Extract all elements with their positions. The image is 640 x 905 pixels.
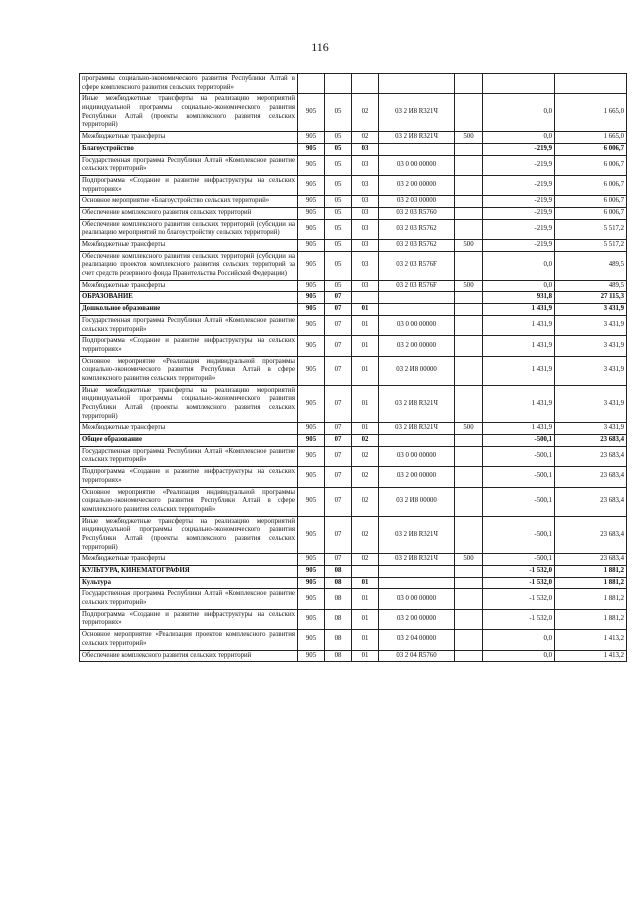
section-code-cell: 07 <box>325 554 352 566</box>
row-name-cell: Обеспечение комплексного развития сельских территорий <box>80 207 298 219</box>
table-row <box>80 94 627 132</box>
section-code-cell: 08 <box>325 609 352 629</box>
expense-type-cell <box>455 74 483 94</box>
grbs-code-cell: 905 <box>298 446 325 466</box>
expense-type-cell <box>455 356 483 385</box>
table-row <box>80 74 627 94</box>
row-name-cell: Обеспечение комплексного развития сельских территорий (субсидии на реализацию проектов комплексного развития сельских территорий за счет средств резервного фонда Правительства Российской Федерации) <box>80 251 298 280</box>
amount-change-cell: -1 532,0 <box>483 589 555 609</box>
amount-total-cell: 3 431,9 <box>555 315 627 335</box>
table-row <box>80 132 627 144</box>
grbs-code-cell: 905 <box>298 609 325 629</box>
amount-total-cell: 1 881,2 <box>555 577 627 589</box>
expense-type-cell <box>455 219 483 239</box>
expense-type-cell <box>455 196 483 208</box>
subsection-code-cell: 02 <box>352 467 379 487</box>
amount-total-cell: 23 683,4 <box>555 467 627 487</box>
subsection-code-cell: 03 <box>352 143 379 155</box>
subsection-code-cell: 01 <box>352 385 379 423</box>
amount-total-cell: 1 665,0 <box>555 132 627 144</box>
row-name-cell: Иные межбюджетные трансферты на реализацию мероприятий индивидуальной программы социально-экономического развития Республики Алтай (проекты комплексного развития сельских территорий) <box>80 94 298 132</box>
subsection-code-cell: 02 <box>352 516 379 554</box>
expense-type-cell <box>455 315 483 335</box>
row-name-cell: Подпрограмма «Создание и развитие инфраструктуры на сельских территориях» <box>80 467 298 487</box>
section-code-cell: 08 <box>325 566 352 578</box>
table-row <box>80 487 627 516</box>
grbs-code-cell: 905 <box>298 423 325 435</box>
amount-total-cell: 6 006,7 <box>555 155 627 175</box>
section-code-cell: 07 <box>325 487 352 516</box>
section-code-cell: 05 <box>325 240 352 252</box>
amount-total-cell <box>555 74 627 94</box>
target-article-cell: 03 2 И8 00000 <box>379 487 455 516</box>
amount-total-cell: 1 665,0 <box>555 94 627 132</box>
amount-change-cell: -1 532,0 <box>483 566 555 578</box>
expense-type-cell: 500 <box>455 240 483 252</box>
amount-total-cell: 23 683,4 <box>555 516 627 554</box>
row-name-cell: программы социально-экономического развития Республики Алтай в сфере комплексного развития сельских территорий» <box>80 74 298 94</box>
grbs-code-cell: 905 <box>298 292 325 304</box>
expense-type-cell <box>455 143 483 155</box>
table-row <box>80 609 627 629</box>
amount-change-cell: 0,0 <box>483 251 555 280</box>
amount-total-cell: 3 431,9 <box>555 423 627 435</box>
amount-change-cell: -219,9 <box>483 196 555 208</box>
target-article-cell: 03 0 00 00000 <box>379 589 455 609</box>
amount-total-cell: 23 683,4 <box>555 487 627 516</box>
table-row <box>80 446 627 466</box>
subsection-code-cell: 01 <box>352 650 379 662</box>
target-article-cell <box>379 292 455 304</box>
row-name-cell: Иные межбюджетные трансферты на реализацию мероприятий индивидуальной программы социально-экономического развития Республики Алтай (проекты комплексного развития сельских территорий) <box>80 385 298 423</box>
target-article-cell: 03 0 00 00000 <box>379 315 455 335</box>
row-name-cell: Основное мероприятие «Реализация индивидуальной программы социально-экономического развития Республики Алтай в сфере комплексного развития сельских территорий» <box>80 356 298 385</box>
target-article-cell: 03 0 00 00000 <box>379 155 455 175</box>
grbs-code-cell: 905 <box>298 487 325 516</box>
expense-type-cell <box>455 175 483 195</box>
subsection-code-cell: 02 <box>352 435 379 447</box>
section-code-cell: 07 <box>325 435 352 447</box>
amount-total-cell: 3 431,9 <box>555 356 627 385</box>
amount-total-cell: 6 006,7 <box>555 196 627 208</box>
section-code-cell: 05 <box>325 219 352 239</box>
amount-change-cell: 0,0 <box>483 132 555 144</box>
target-article-cell: 03 2 И8 R321Ч <box>379 516 455 554</box>
table-row <box>80 630 627 650</box>
amount-total-cell: 1 413,2 <box>555 650 627 662</box>
amount-change-cell: -219,9 <box>483 207 555 219</box>
subsection-code-cell: 01 <box>352 589 379 609</box>
amount-change-cell: -500,1 <box>483 487 555 516</box>
grbs-code-cell: 905 <box>298 566 325 578</box>
subsection-code-cell: 01 <box>352 423 379 435</box>
amount-change-cell: -1 532,0 <box>483 577 555 589</box>
target-article-cell: 03 2 03 R576F <box>379 251 455 280</box>
target-article-cell: 03 2 04 R5760 <box>379 650 455 662</box>
section-code-cell: 08 <box>325 577 352 589</box>
row-name-cell: Обеспечение комплексного развития сельских территорий (субсидии на реализацию мероприятий по благоустройству сельских территорий) <box>80 219 298 239</box>
section-code-cell: 05 <box>325 280 352 292</box>
table-row <box>80 315 627 335</box>
amount-change-cell: 1 431,9 <box>483 315 555 335</box>
expense-type-cell <box>455 336 483 356</box>
row-name-cell: Дошкольное образование <box>80 304 298 316</box>
amount-change-cell: 931,8 <box>483 292 555 304</box>
row-name-cell: Обеспечение комплексного развития сельских территорий <box>80 650 298 662</box>
amount-change-cell: 0,0 <box>483 630 555 650</box>
target-article-cell: 03 0 00 00000 <box>379 446 455 466</box>
subsection-code-cell: 03 <box>352 175 379 195</box>
amount-total-cell: 489,5 <box>555 280 627 292</box>
table-row <box>80 292 627 304</box>
grbs-code-cell: 905 <box>298 143 325 155</box>
table-row <box>80 240 627 252</box>
row-name-cell: ОБРАЗОВАНИЕ <box>80 292 298 304</box>
subsection-code-cell: 02 <box>352 94 379 132</box>
table-row <box>80 336 627 356</box>
expense-type-cell <box>455 577 483 589</box>
amount-total-cell: 6 006,7 <box>555 207 627 219</box>
section-code-cell: 07 <box>325 315 352 335</box>
target-article-cell <box>379 143 455 155</box>
row-name-cell: Подпрограмма «Создание и развитие инфраструктуры на сельских территориях» <box>80 336 298 356</box>
amount-total-cell: 23 683,4 <box>555 554 627 566</box>
subsection-code-cell <box>352 292 379 304</box>
row-name-cell: Государственная программа Республики Алтай «Комплексное развитие сельских территорий» <box>80 315 298 335</box>
table-row <box>80 577 627 589</box>
section-code-cell: 05 <box>325 155 352 175</box>
subsection-code-cell: 03 <box>352 280 379 292</box>
subsection-code-cell: 02 <box>352 487 379 516</box>
row-name-cell: Государственная программа Республики Алтай «Комплексное развитие сельских территорий» <box>80 589 298 609</box>
target-article-cell: 03 2 00 00000 <box>379 175 455 195</box>
section-code-cell: 07 <box>325 516 352 554</box>
expense-type-cell <box>455 589 483 609</box>
amount-total-cell: 27 115,3 <box>555 292 627 304</box>
amount-change-cell: 1 431,9 <box>483 304 555 316</box>
grbs-code-cell: 905 <box>298 315 325 335</box>
grbs-code-cell: 905 <box>298 219 325 239</box>
amount-change-cell: -500,1 <box>483 516 555 554</box>
subsection-code-cell <box>352 566 379 578</box>
amount-total-cell: 1 881,2 <box>555 566 627 578</box>
target-article-cell: 03 2 03 R576F <box>379 280 455 292</box>
table-row <box>80 207 627 219</box>
expense-type-cell <box>455 446 483 466</box>
amount-change-cell: -500,1 <box>483 554 555 566</box>
amount-total-cell: 3 431,9 <box>555 336 627 356</box>
table-row <box>80 155 627 175</box>
expense-type-cell <box>455 292 483 304</box>
expense-type-cell <box>455 155 483 175</box>
expense-type-cell <box>455 650 483 662</box>
subsection-code-cell: 01 <box>352 336 379 356</box>
target-article-cell: 03 2 И8 00000 <box>379 356 455 385</box>
section-code-cell: 05 <box>325 196 352 208</box>
target-article-cell <box>379 577 455 589</box>
expense-type-cell: 500 <box>455 280 483 292</box>
subsection-code-cell: 03 <box>352 219 379 239</box>
amount-change-cell: 1 431,9 <box>483 385 555 423</box>
section-code-cell: 07 <box>325 423 352 435</box>
subsection-code-cell: 03 <box>352 240 379 252</box>
target-article-cell: 03 2 00 00000 <box>379 336 455 356</box>
amount-total-cell: 1 881,2 <box>555 609 627 629</box>
subsection-code-cell <box>352 74 379 94</box>
section-code-cell: 05 <box>325 94 352 132</box>
amount-total-cell: 23 683,4 <box>555 435 627 447</box>
table-row <box>80 516 627 554</box>
row-name-cell: Межбюджетные трансферты <box>80 240 298 252</box>
section-code-cell: 05 <box>325 143 352 155</box>
table-row <box>80 304 627 316</box>
row-name-cell: Иные межбюджетные трансферты на реализацию мероприятий индивидуальной программы социально-экономического развития Республики Алтай (проекты комплексного развития сельских территорий) <box>80 516 298 554</box>
section-code-cell: 05 <box>325 251 352 280</box>
grbs-code-cell: 905 <box>298 280 325 292</box>
table-row <box>80 219 627 239</box>
target-article-cell: 03 2 00 00000 <box>379 609 455 629</box>
target-article-cell: 03 2 И8 R321Ч <box>379 94 455 132</box>
grbs-code-cell: 905 <box>298 516 325 554</box>
section-code-cell: 05 <box>325 132 352 144</box>
target-article-cell <box>379 74 455 94</box>
grbs-code-cell: 905 <box>298 336 325 356</box>
amount-total-cell: 5 517,2 <box>555 240 627 252</box>
target-article-cell <box>379 304 455 316</box>
grbs-code-cell: 905 <box>298 132 325 144</box>
amount-change-cell: 0,0 <box>483 94 555 132</box>
row-name-cell: Государственная программа Республики Алтай «Комплексное развитие сельских территорий» <box>80 446 298 466</box>
row-name-cell: Основное мероприятие «Реализация индивидуальной программы социально-экономического развития Республики Алтай в сфере комплексного развития сельских территорий» <box>80 487 298 516</box>
expense-type-cell <box>455 487 483 516</box>
grbs-code-cell: 905 <box>298 240 325 252</box>
section-code-cell: 07 <box>325 385 352 423</box>
grbs-code-cell: 905 <box>298 435 325 447</box>
subsection-code-cell: 03 <box>352 155 379 175</box>
amount-total-cell: 1 413,2 <box>555 630 627 650</box>
amount-total-cell: 1 881,2 <box>555 589 627 609</box>
amount-change-cell: 0,0 <box>483 280 555 292</box>
expense-type-cell <box>455 516 483 554</box>
grbs-code-cell: 905 <box>298 207 325 219</box>
expense-type-cell <box>455 467 483 487</box>
amount-change-cell: -219,9 <box>483 155 555 175</box>
expense-type-cell <box>455 566 483 578</box>
amount-change-cell: 1 431,9 <box>483 336 555 356</box>
section-code-cell: 07 <box>325 356 352 385</box>
subsection-code-cell: 03 <box>352 196 379 208</box>
page-number: 116 <box>311 40 329 54</box>
subsection-code-cell: 01 <box>352 630 379 650</box>
expense-type-cell <box>455 385 483 423</box>
expense-type-cell <box>455 304 483 316</box>
section-code-cell: 07 <box>325 467 352 487</box>
amount-total-cell: 6 006,7 <box>555 175 627 195</box>
target-article-cell: 03 2 И8 R321Ч <box>379 554 455 566</box>
grbs-code-cell: 905 <box>298 175 325 195</box>
target-article-cell <box>379 566 455 578</box>
expense-type-cell <box>455 94 483 132</box>
row-name-cell: Общее образование <box>80 435 298 447</box>
row-name-cell: Межбюджетные трансферты <box>80 280 298 292</box>
subsection-code-cell: 02 <box>352 446 379 466</box>
table-row <box>80 251 627 280</box>
section-code-cell: 07 <box>325 336 352 356</box>
amount-change-cell: -1 532,0 <box>483 609 555 629</box>
amount-total-cell: 5 517,2 <box>555 219 627 239</box>
amount-change-cell: -219,9 <box>483 240 555 252</box>
amount-change-cell: -219,9 <box>483 219 555 239</box>
grbs-code-cell: 905 <box>298 196 325 208</box>
target-article-cell: 03 2 03 R5762 <box>379 240 455 252</box>
table-row <box>80 356 627 385</box>
grbs-code-cell: 905 <box>298 554 325 566</box>
subsection-code-cell: 01 <box>352 577 379 589</box>
table-row <box>80 554 627 566</box>
budget-table <box>79 73 627 662</box>
section-code-cell: 08 <box>325 650 352 662</box>
table-row <box>80 589 627 609</box>
target-article-cell: 03 2 03 R5762 <box>379 219 455 239</box>
target-article-cell: 03 2 03 00000 <box>379 196 455 208</box>
row-name-cell: Благоустройство <box>80 143 298 155</box>
expense-type-cell: 500 <box>455 423 483 435</box>
grbs-code-cell: 905 <box>298 589 325 609</box>
table-row <box>80 467 627 487</box>
section-code-cell: 05 <box>325 207 352 219</box>
grbs-code-cell: 905 <box>298 467 325 487</box>
amount-change-cell: 1 431,9 <box>483 423 555 435</box>
target-article-cell: 03 2 04 00000 <box>379 630 455 650</box>
section-code-cell: 08 <box>325 630 352 650</box>
row-name-cell: Подпрограмма «Создание и развитие инфраструктуры на сельских территориях» <box>80 175 298 195</box>
row-name-cell: Культура <box>80 577 298 589</box>
target-article-cell: 03 2 03 R5760 <box>379 207 455 219</box>
subsection-code-cell: 01 <box>352 356 379 385</box>
table-row <box>80 143 627 155</box>
subsection-code-cell: 01 <box>352 609 379 629</box>
row-name-cell: Межбюджетные трансферты <box>80 132 298 144</box>
grbs-code-cell <box>298 74 325 94</box>
subsection-code-cell: 02 <box>352 132 379 144</box>
expense-type-cell: 500 <box>455 132 483 144</box>
amount-change-cell: 1 431,9 <box>483 356 555 385</box>
expense-type-cell <box>455 609 483 629</box>
table-row <box>80 385 627 423</box>
amount-change-cell: -500,1 <box>483 446 555 466</box>
section-code-cell: 05 <box>325 175 352 195</box>
grbs-code-cell: 905 <box>298 577 325 589</box>
grbs-code-cell: 905 <box>298 304 325 316</box>
amount-change-cell: -500,1 <box>483 435 555 447</box>
target-article-cell: 03 2 И8 R321Ч <box>379 132 455 144</box>
target-article-cell: 03 2 И8 R321Ч <box>379 385 455 423</box>
amount-change-cell: -219,9 <box>483 175 555 195</box>
amount-change-cell: 0,0 <box>483 650 555 662</box>
amount-change-cell <box>483 74 555 94</box>
amount-total-cell: 3 431,9 <box>555 304 627 316</box>
amount-change-cell: -219,9 <box>483 143 555 155</box>
section-code-cell: 07 <box>325 304 352 316</box>
grbs-code-cell: 905 <box>298 251 325 280</box>
grbs-code-cell: 905 <box>298 155 325 175</box>
expense-type-cell <box>455 435 483 447</box>
subsection-code-cell: 01 <box>352 304 379 316</box>
grbs-code-cell: 905 <box>298 630 325 650</box>
subsection-code-cell: 01 <box>352 315 379 335</box>
expense-type-cell <box>455 251 483 280</box>
subsection-code-cell: 03 <box>352 251 379 280</box>
row-name-cell: Межбюджетные трансферты <box>80 554 298 566</box>
subsection-code-cell: 03 <box>352 207 379 219</box>
grbs-code-cell: 905 <box>298 356 325 385</box>
row-name-cell: Государственная программа Республики Алтай «Комплексное развитие сельских территорий» <box>80 155 298 175</box>
target-article-cell: 03 2 00 00000 <box>379 467 455 487</box>
amount-total-cell: 489,5 <box>555 251 627 280</box>
table-row <box>80 650 627 662</box>
grbs-code-cell: 905 <box>298 385 325 423</box>
row-name-cell: Подпрограмма «Создание и развитие инфраструктуры на сельских территориях» <box>80 609 298 629</box>
section-code-cell <box>325 74 352 94</box>
section-code-cell: 07 <box>325 292 352 304</box>
expense-type-cell: 500 <box>455 554 483 566</box>
expense-type-cell <box>455 630 483 650</box>
grbs-code-cell: 905 <box>298 94 325 132</box>
amount-total-cell: 23 683,4 <box>555 446 627 466</box>
row-name-cell: КУЛЬТУРА, КИНЕМАТОГРАФИЯ <box>80 566 298 578</box>
table-row <box>80 280 627 292</box>
table-row <box>80 566 627 578</box>
section-code-cell: 07 <box>325 446 352 466</box>
row-name-cell: Межбюджетные трансферты <box>80 423 298 435</box>
table-row <box>80 435 627 447</box>
row-name-cell: Основное мероприятие «Реализация проектов комплексного развития сельских территорий» <box>80 630 298 650</box>
target-article-cell: 03 2 И8 R321Ч <box>379 423 455 435</box>
table-row <box>80 423 627 435</box>
table-row <box>80 175 627 195</box>
section-code-cell: 08 <box>325 589 352 609</box>
row-name-cell: Основное мероприятие «Благоустройство сельских территорий» <box>80 196 298 208</box>
grbs-code-cell: 905 <box>298 650 325 662</box>
subsection-code-cell: 02 <box>352 554 379 566</box>
target-article-cell <box>379 435 455 447</box>
amount-change-cell: -500,1 <box>483 467 555 487</box>
amount-total-cell: 3 431,9 <box>555 385 627 423</box>
expense-type-cell <box>455 207 483 219</box>
table-row <box>80 196 627 208</box>
amount-total-cell: 6 006,7 <box>555 143 627 155</box>
